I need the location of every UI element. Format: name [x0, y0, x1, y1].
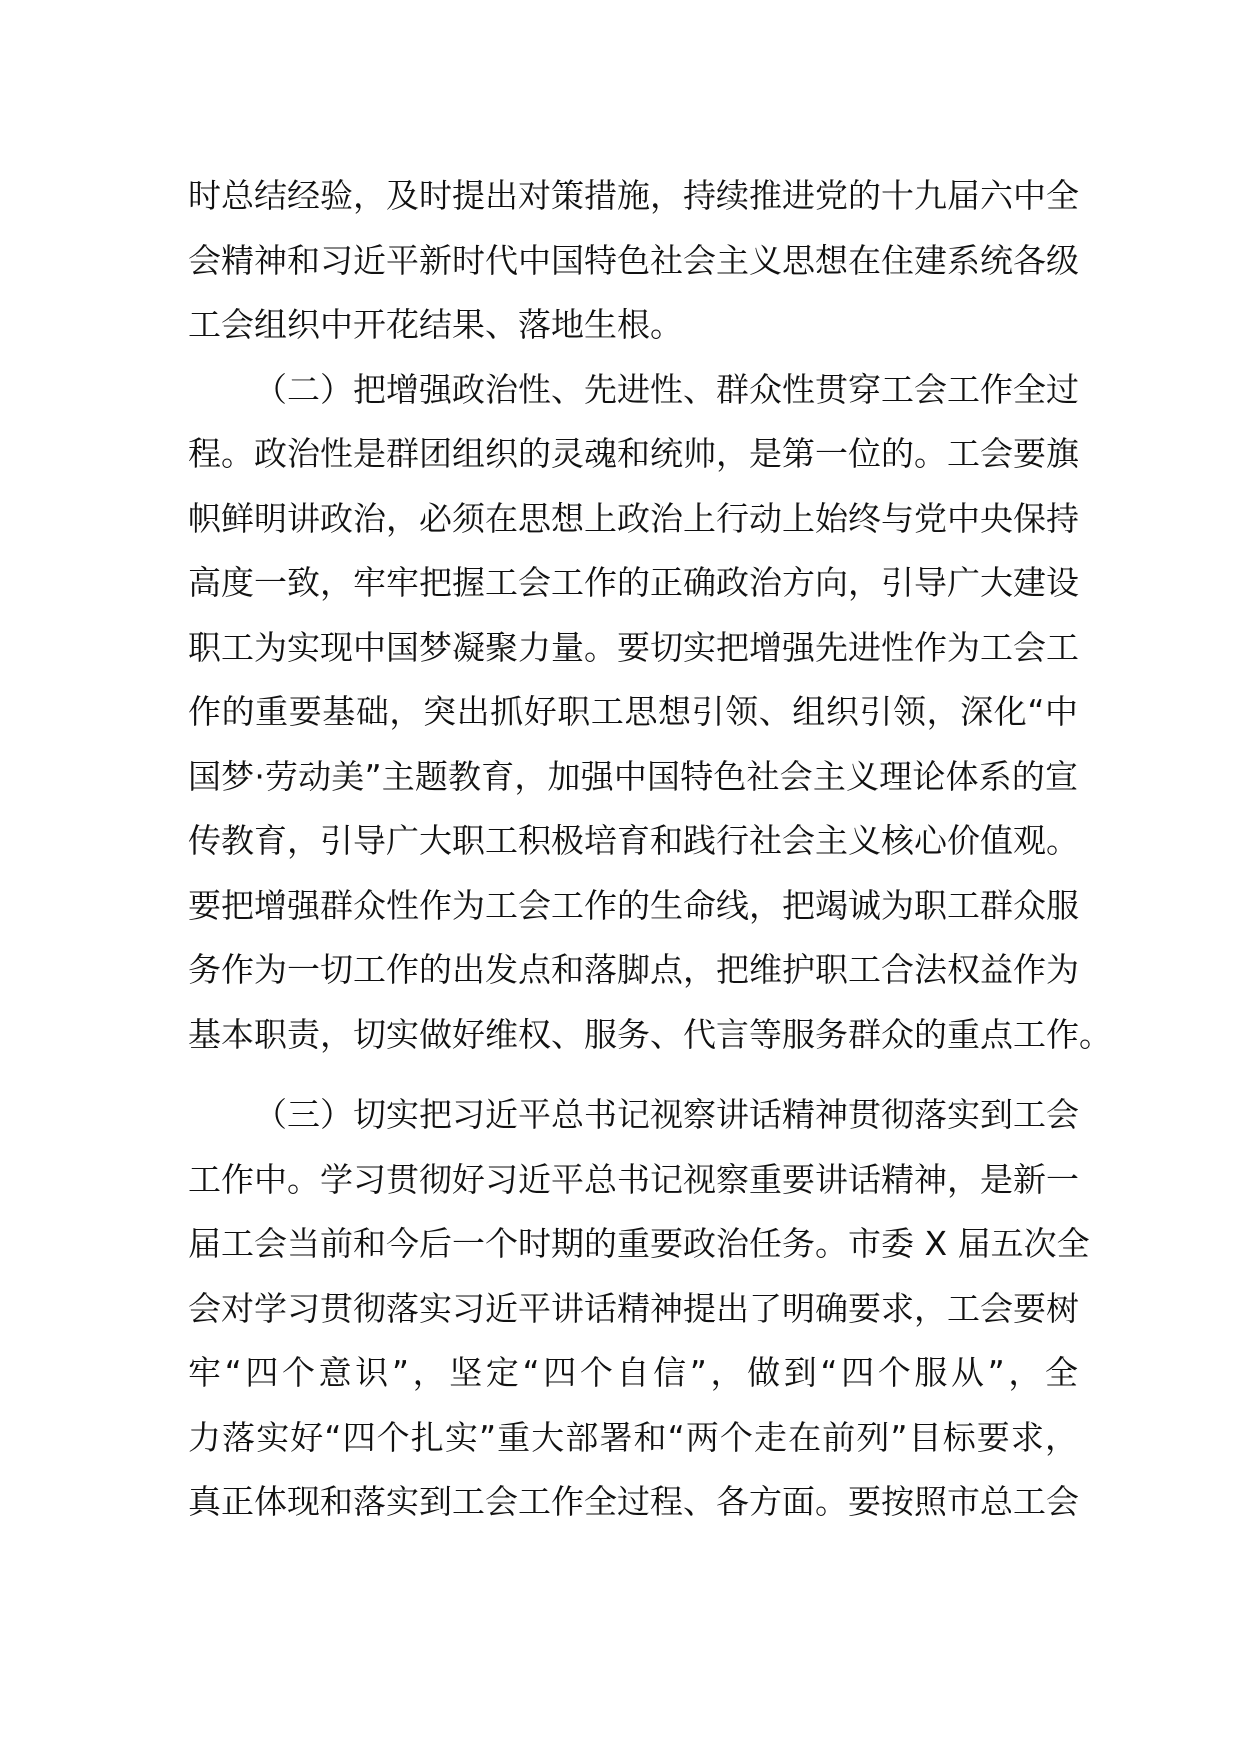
text-line: （二）把增强政治性、先进性、群众性贯穿工会工作全过: [254, 369, 1079, 409]
paragraph-3: [188, 1083, 1090, 1535]
paragraph-1: [188, 164, 1078, 358]
text-line: 会精神和习近平新时代中国特色社会主义思想在住建系统各级: [188, 240, 1079, 280]
text-line: 工会组织中开花结果、落地生根。: [188, 305, 683, 344]
text-line: 真正体现和落实到工会工作全过程、各方面。要按照市总工会: [188, 1482, 1079, 1521]
text-line: 传教育，引导广大职工积极培育和践行社会主义核心价值观。: [188, 821, 1079, 860]
text-line: 时总结经验，及时提出对策措施，持续推进党的十九届六中全: [188, 176, 1079, 215]
text-line: 作的重要基础，突出抓好职工思想引领、组织引领，深化“中: [188, 692, 1078, 731]
text-line: 国梦·劳动美”主题教育，加强中国特色社会主义理论体系的宣: [188, 756, 1078, 796]
text-line: 牢“四个意识”，坚定“四个自信”，做到“四个服从”，全: [188, 1353, 1078, 1392]
text-line: 帜鲜明讲政治，必须在思想上政治上行动上始终与党中央保持: [188, 498, 1079, 538]
paragraph-2: [188, 358, 1112, 1068]
text-line: （三）切实把习近平总书记视察讲话精神贯彻落实到工会: [254, 1095, 1079, 1134]
text-line: 高度一致，牢牢把握工会工作的正确政治方向，引导广大建设: [188, 563, 1079, 602]
paragraph-spacer: [188, 1067, 1078, 1083]
text-line: 要把增强群众性作为工会工作的生命线，把竭诚为职工群众服: [188, 885, 1079, 925]
text-line: 届工会当前和今后一个时期的重要政治任务。市委 X 届五次全: [188, 1224, 1090, 1263]
text-line: 会对学习贯彻落实习近平讲话精神提出了明确要求，工会要树: [188, 1288, 1079, 1328]
text-line: 力落实好“四个扎实”重大部署和“两个走在前列”目标要求，: [188, 1417, 1078, 1457]
text-line: 职工为实现中国梦凝聚力量。要切实把增强先进性作为工会工: [188, 627, 1079, 667]
text-line: 程。政治性是群团组织的灵魂和统帅，是第一位的。工会要旗: [188, 434, 1079, 473]
text-line: 基本职责，切实做好维权、服务、代言等服务群众的重点工作。: [188, 1014, 1112, 1054]
document-body: [188, 164, 1112, 1535]
text-line: 工作中。学习贯彻好习近平总书记视察重要讲话精神，是新一: [188, 1159, 1079, 1199]
text-line: 务作为一切工作的出发点和落脚点，把维护职工合法权益作为: [188, 950, 1079, 989]
